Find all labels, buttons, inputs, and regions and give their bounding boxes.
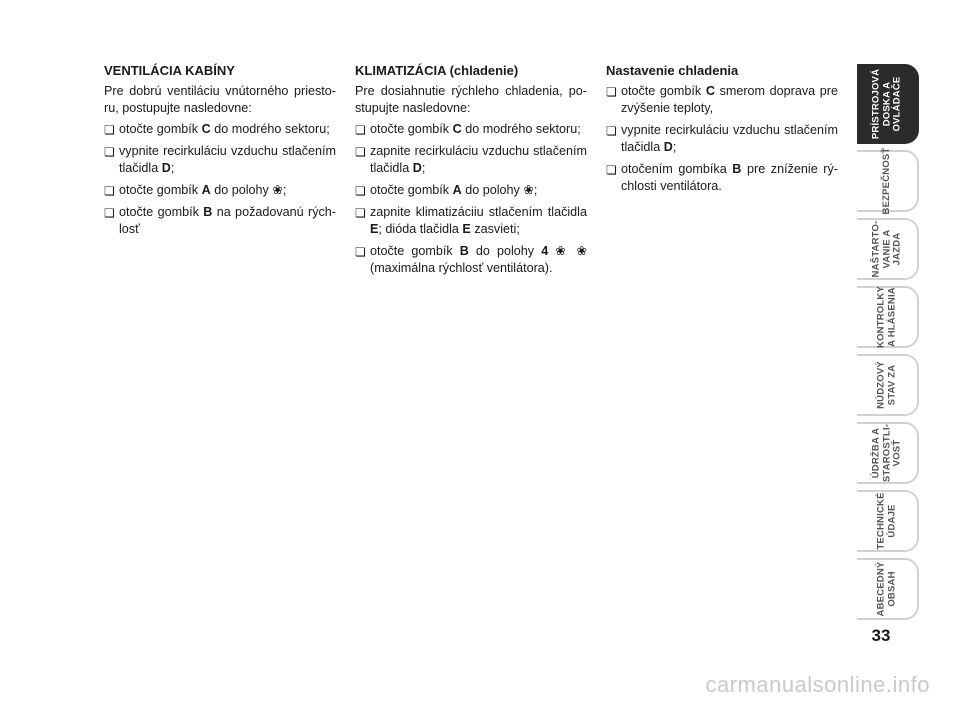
checkbox-bullet-icon: ❏	[355, 206, 366, 220]
checkbox-bullet-icon: ❏	[355, 245, 366, 259]
item-text: ;	[170, 161, 175, 175]
item-text: ;	[672, 140, 677, 154]
bullet-list	[355, 121, 587, 277]
item-text: otočením gombíka	[621, 162, 733, 176]
heading-main: KLIMATIZÁCIA	[355, 63, 446, 78]
item-text: na požadovanú rých-losť	[119, 205, 337, 236]
item-text: otočte gombík	[621, 84, 706, 98]
page-number: 33	[871, 626, 891, 645]
checkbox-bullet-icon: ❏	[355, 145, 366, 159]
list-item	[355, 143, 587, 177]
chapter-tab[interactable]	[857, 147, 919, 215]
item-text: do polohy ❀;	[210, 183, 287, 197]
list-item	[355, 243, 587, 277]
checkbox-bullet-icon: ❏	[355, 123, 366, 137]
item-text: do modrého sektoru;	[461, 122, 581, 136]
control-key: A	[201, 183, 211, 197]
item-text: zapnite recirkuláciu vzduchu stlačením tlačidla	[370, 144, 587, 175]
section-heading: Nastavenie chladenia	[606, 63, 739, 78]
list-item	[104, 204, 336, 238]
chapter-tab[interactable]	[857, 490, 919, 552]
checkbox-bullet-icon: ❏	[104, 123, 115, 137]
item-text: otočte gombík	[119, 183, 202, 197]
column-ventilation	[104, 62, 336, 243]
item-text: do polohy	[468, 244, 542, 258]
item-text: smerom doprava pre zvýšenie teploty,	[621, 84, 838, 115]
control-key: 4	[541, 244, 549, 258]
list-item	[606, 122, 838, 156]
checkbox-bullet-icon: ❏	[104, 184, 115, 198]
item-text: otočte gombík	[119, 205, 204, 219]
item-text: zasvieti;	[470, 222, 520, 236]
chapter-tab[interactable]	[857, 218, 919, 280]
section-heading: VENTILÁCIA KABÍNY	[104, 63, 235, 78]
column-air-conditioning	[355, 62, 587, 282]
footer-watermark: carmanualsonline.info	[705, 672, 930, 697]
item-text: vypnite recirkuláciu vzduchu stlačením tlačidla	[621, 123, 838, 154]
item-text: ; dióda tlačidla	[378, 222, 463, 236]
checkbox-bullet-icon: ❏	[606, 85, 617, 99]
list-item	[355, 182, 587, 199]
control-key: E	[462, 222, 471, 236]
checkbox-bullet-icon: ❏	[104, 206, 115, 220]
control-key: B	[732, 162, 742, 176]
checkbox-bullet-icon: ❏	[606, 163, 617, 177]
list-item	[606, 161, 838, 195]
item-text: do modrého sektoru;	[210, 122, 330, 136]
control-key: C	[705, 84, 715, 98]
chapter-tab-label: BEZPEČNOSŤ	[880, 147, 892, 215]
heading-sub: (chladenie)	[445, 63, 519, 78]
chapter-tab-label: KONTROLKY A HLÁSENIA	[875, 286, 897, 348]
checkbox-bullet-icon: ❏	[104, 145, 115, 159]
item-text: otočte gombík	[119, 122, 202, 136]
chapter-tab-label: PRÍSTROJOVÁ DOSKA A OVLÁDAČE	[870, 68, 903, 140]
item-text: otočte gombík	[370, 244, 460, 258]
control-key: D	[663, 140, 673, 154]
item-text: ❀ ❀ (maximálna rýchlosť ventilátora).	[370, 244, 588, 275]
chapter-tab-label: ÚDRŽBA A STAROSTLI- VOSŤ	[870, 423, 903, 483]
control-key: D	[412, 161, 422, 175]
control-key: B	[203, 205, 213, 219]
item-text: pre zníženie rý-chlosti ventilátora.	[621, 162, 838, 193]
chapter-tab[interactable]	[857, 64, 919, 144]
item-text: ;	[421, 161, 426, 175]
item-text: zapnite klimatizáciiu stlačením tlačidla	[370, 205, 587, 219]
control-key: E	[370, 222, 379, 236]
control-key: D	[161, 161, 171, 175]
item-text: otočte gombík	[370, 183, 453, 197]
list-item	[104, 143, 336, 177]
list-item	[355, 121, 587, 138]
bullet-list	[104, 121, 336, 238]
chapter-tabs	[857, 64, 919, 626]
chapter-tab-label: TECHNICKÉ ÚDAJE	[875, 492, 897, 550]
list-item	[104, 182, 336, 199]
checkbox-bullet-icon: ❏	[355, 184, 366, 198]
item-text: do polohy ❀;	[461, 183, 538, 197]
column-cooling-adjustment	[606, 62, 838, 200]
control-key: C	[452, 122, 462, 136]
chapter-tab[interactable]	[857, 354, 919, 416]
chapter-tab[interactable]	[857, 422, 919, 484]
chapter-tab[interactable]	[857, 558, 919, 620]
control-key: B	[459, 244, 469, 258]
bullet-list	[606, 83, 838, 195]
list-item	[606, 83, 838, 117]
control-key: C	[201, 122, 211, 136]
item-text: vypnite recirkuláciu vzduchu stlačením tlačidla	[119, 144, 336, 175]
list-item	[355, 204, 587, 238]
chapter-tab-label: ABECEDNÝ OBSAH	[875, 561, 897, 617]
item-text: otočte gombík	[370, 122, 453, 136]
section-heading	[355, 62, 587, 79]
list-item	[104, 121, 336, 138]
checkbox-bullet-icon: ❏	[606, 124, 617, 138]
control-key: A	[452, 183, 462, 197]
section-intro: Pre dosiahnutie rýchleho chladenia, po-stupujte nasledovne:	[355, 84, 587, 115]
chapter-tab-label: NÚDZOVÝ STAV ZA	[875, 361, 897, 409]
section-intro: Pre dobrú ventiláciu vnútorného priesto-ru, postupujte nasledovne:	[104, 84, 336, 115]
chapter-tab-label: NAŠTARTO- VANIE A JAZDA	[870, 220, 903, 278]
chapter-tab[interactable]	[857, 286, 919, 348]
